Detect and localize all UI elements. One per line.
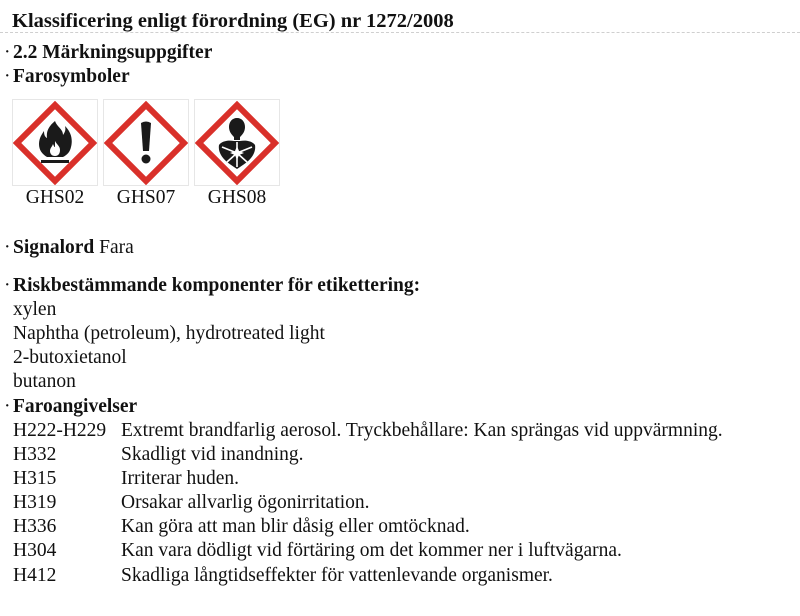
hazard-text: Kan vara dödligt vid förtäring om det kommer ner i luftvägarna.: [121, 540, 622, 561]
health-hazard-icon: [195, 101, 279, 185]
pictogram-box: [194, 99, 280, 186]
components-heading: · Riskbestämmande komponenter för etikettering:: [4, 275, 421, 296]
pictogram-ghs02: [12, 99, 98, 210]
hazard-text: Irriterar huden.: [121, 468, 240, 489]
pictogram-label: GHS08: [207, 187, 267, 208]
hazard-statement-row: [13, 419, 723, 443]
hazard-statements-heading: · Faroangivelser: [4, 396, 138, 417]
hazard-statement-row: [13, 564, 553, 588]
hazard-text: Kan göra att man blir dåsig eller omtöcknad.: [121, 516, 470, 537]
exclamation-mark-icon: [104, 101, 188, 185]
hazard-statement-row: [13, 491, 370, 515]
hazard-code: H319: [13, 492, 57, 513]
dashed-divider: [0, 32, 800, 33]
hazard-code: H332: [13, 444, 57, 465]
pictogram-label: GHS07: [116, 187, 176, 208]
hazard-statement-row: [13, 443, 304, 467]
hazard-text: Extremt brandfarlig aerosol. Tryckbehållare: Kan sprängas vid uppvärmning.: [121, 420, 723, 441]
hazard-code: H222-H229: [13, 420, 107, 441]
pictogram-box: [12, 99, 98, 186]
signal-word-line: [4, 236, 134, 260]
component-item: 2-butoxietanol: [13, 347, 127, 368]
hazard-code: H315: [13, 468, 57, 489]
pictogram-ghs07: [103, 99, 189, 210]
hazard-text: Skadliga långtidseffekter för vattenlevande organismer.: [121, 565, 553, 586]
bullet: ·: [4, 237, 11, 258]
hazard-code: H336: [13, 516, 57, 537]
component-item: butanon: [13, 371, 76, 392]
hazard-text: Skadligt vid inandning.: [121, 444, 304, 465]
classification-title: Klassificering enligt förordning (EG) nr 1272/2008: [12, 10, 454, 32]
bullet: ·: [4, 66, 11, 87]
signal-word-label: Signalord: [13, 237, 95, 258]
pictogram-label: GHS02: [25, 187, 85, 208]
flame-icon: [13, 101, 97, 185]
bullet: ·: [4, 275, 11, 296]
hazard-code: H304: [13, 540, 57, 561]
hazard-symbols-heading: · Farosymboler: [4, 66, 130, 87]
component-item: Naphtha (petroleum), hydrotreated light: [13, 323, 325, 344]
hazard-statement-row: [13, 539, 622, 563]
pictogram-ghs08: [194, 99, 280, 210]
hazard-text: Orsakar allvarlig ögonirritation.: [121, 492, 370, 513]
pictogram-box: [103, 99, 189, 186]
bullet: ·: [4, 42, 11, 63]
bullet: ·: [4, 396, 11, 417]
section-heading: · 2.2 Märkningsuppgifter: [4, 42, 213, 63]
signal-word-value: Fara: [99, 237, 134, 258]
component-item: xylen: [13, 299, 57, 320]
hazard-code: H412: [13, 565, 57, 586]
hazard-statement-row: [13, 467, 239, 491]
hazard-statement-row: [13, 515, 470, 539]
pictogram-row: [12, 99, 280, 210]
